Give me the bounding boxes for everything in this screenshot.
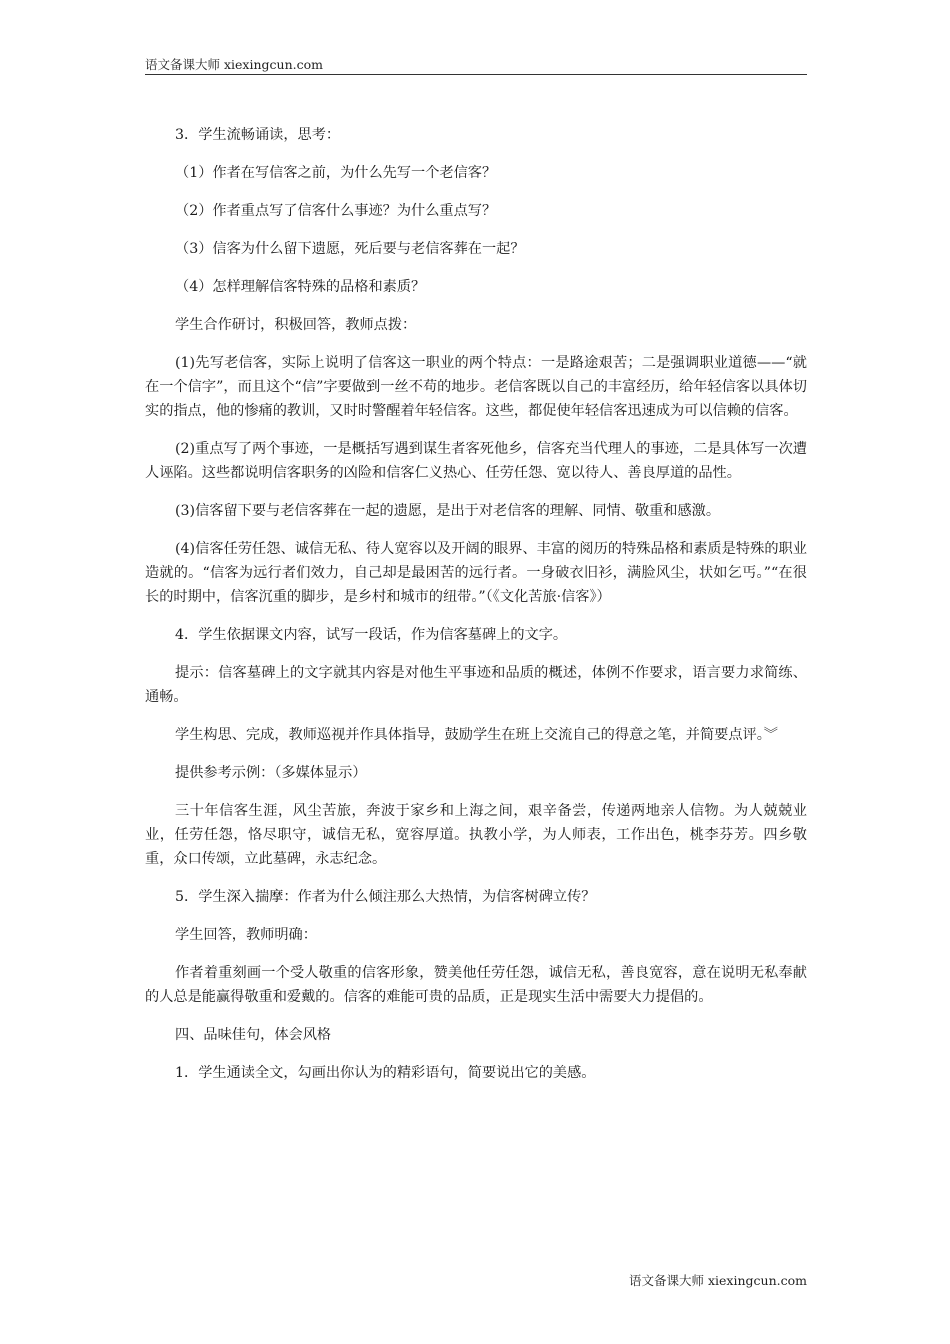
paragraph-3: （2）作者重点写了信客什么事迹？为什么重点写？ xyxy=(175,203,497,219)
paragraph-10: (4)信客任劳任怨、诚信无私、待人宽容以及开阔的眼界、丰富的阅历的特殊品格和素质是特殊的职业造就的。“信客为远行者们效力，自己却是最困苦的远行者。一身破衣旧衫，满脸风尘，状如乞丐。”“在很长的时期中，信客沉重的脚步，是乡村和城市的纽带。”（《文化苦旅·信客》） xyxy=(145,541,807,605)
paragraph-6: 学生合作研讨，积极回答，教师点拨： xyxy=(175,317,417,333)
page-header: 语文备课大师 xiexingcun.com xyxy=(145,58,807,75)
paragraph-12: 提示：信客墓碑上的文字就其内容是对他生平事迹和品质的概述，体例不作要求，语言要力求简练、通畅。 xyxy=(145,665,807,705)
paragraph-15: 三十年信客生涯，风尘苦旅，奔波于家乡和上海之间，艰辛备尝，传递两地亲人信物。为人兢兢业业，任劳任怨，恪尽职守，诚信无私，宽容厚道。执教小学，为人师表，工作出色，桃李芬芳。四乡敬重，众口传颂，立此墓碑，永志纪念。 xyxy=(145,803,807,867)
paragraph-11: 4．学生依据课文内容，试写一段话，作为信客墓碑上的文字。 xyxy=(175,627,568,643)
paragraph-19: 四、品味佳句，体会风格 xyxy=(175,1027,332,1043)
paragraph-4: （3）信客为什么留下遗愿，死后要与老信客葬在一起？ xyxy=(175,241,525,257)
paragraph-16: 5．学生深入揣摩：作者为什么倾注那么大热情，为信客树碑立传？ xyxy=(175,889,596,905)
paragraph-5: （4）怎样理解信客特殊的品格和素质？ xyxy=(175,279,426,295)
paragraph-14: 提供参考示例：（多媒体显示） xyxy=(175,765,367,781)
paragraph-13: 学生构思、完成，教师巡视并作具体指导，鼓励学生在班上交流自己的得意之笔，并简要点评。︾ xyxy=(175,727,778,743)
paragraph-2: （1）作者在写信客之前，为什么先写一个老信客？ xyxy=(175,165,497,181)
page-footer: 语文备课大师 xiexingcun.com xyxy=(629,1273,807,1288)
paragraph-1: 3．学生流畅诵读，思考： xyxy=(175,127,341,143)
paragraph-18: 作者着重刻画一个受人敬重的信客形象，赞美他任劳任怨，诚信无私，善良宽容，意在说明无私奉献的人总是能赢得敬重和爱戴的。信客的难能可贵的品质，正是现实生活中需要大力提倡的。 xyxy=(145,965,807,1005)
paragraph-9: (3)信客留下要与老信客葬在一起的遗愿，是出于对老信客的理解、同情、敬重和感激。 xyxy=(175,503,721,519)
paragraph-17: 学生回答，教师明确： xyxy=(175,927,317,943)
document-body xyxy=(145,123,807,1085)
paragraph-7: (1)先写老信客，实际上说明了信客这一职业的两个特点：一是路途艰苦；二是强调职业道德——“就在一个信字”，而且这个“信”字要做到一丝不苟的地步。老信客既以自己的丰富经历，给年轻信客以具体切实的指点，他的惨痛的教训，又时时警醒着年轻信客。这些，都促使年轻信客迅速成为可以信赖的信客。 xyxy=(145,355,807,419)
paragraph-20: 1．学生通读全文，勾画出你认为的精彩语句，简要说出它的美感。 xyxy=(175,1065,596,1081)
paragraph-8: (2)重点写了两个事迹，一是概括写遇到谋生者客死他乡，信客充当代理人的事迹，二是具体写一次遭人诬陷。这些都说明信客职务的凶险和信客仁义热心、任劳任怨、宽以待人、善良厚道的品性。 xyxy=(145,441,807,481)
